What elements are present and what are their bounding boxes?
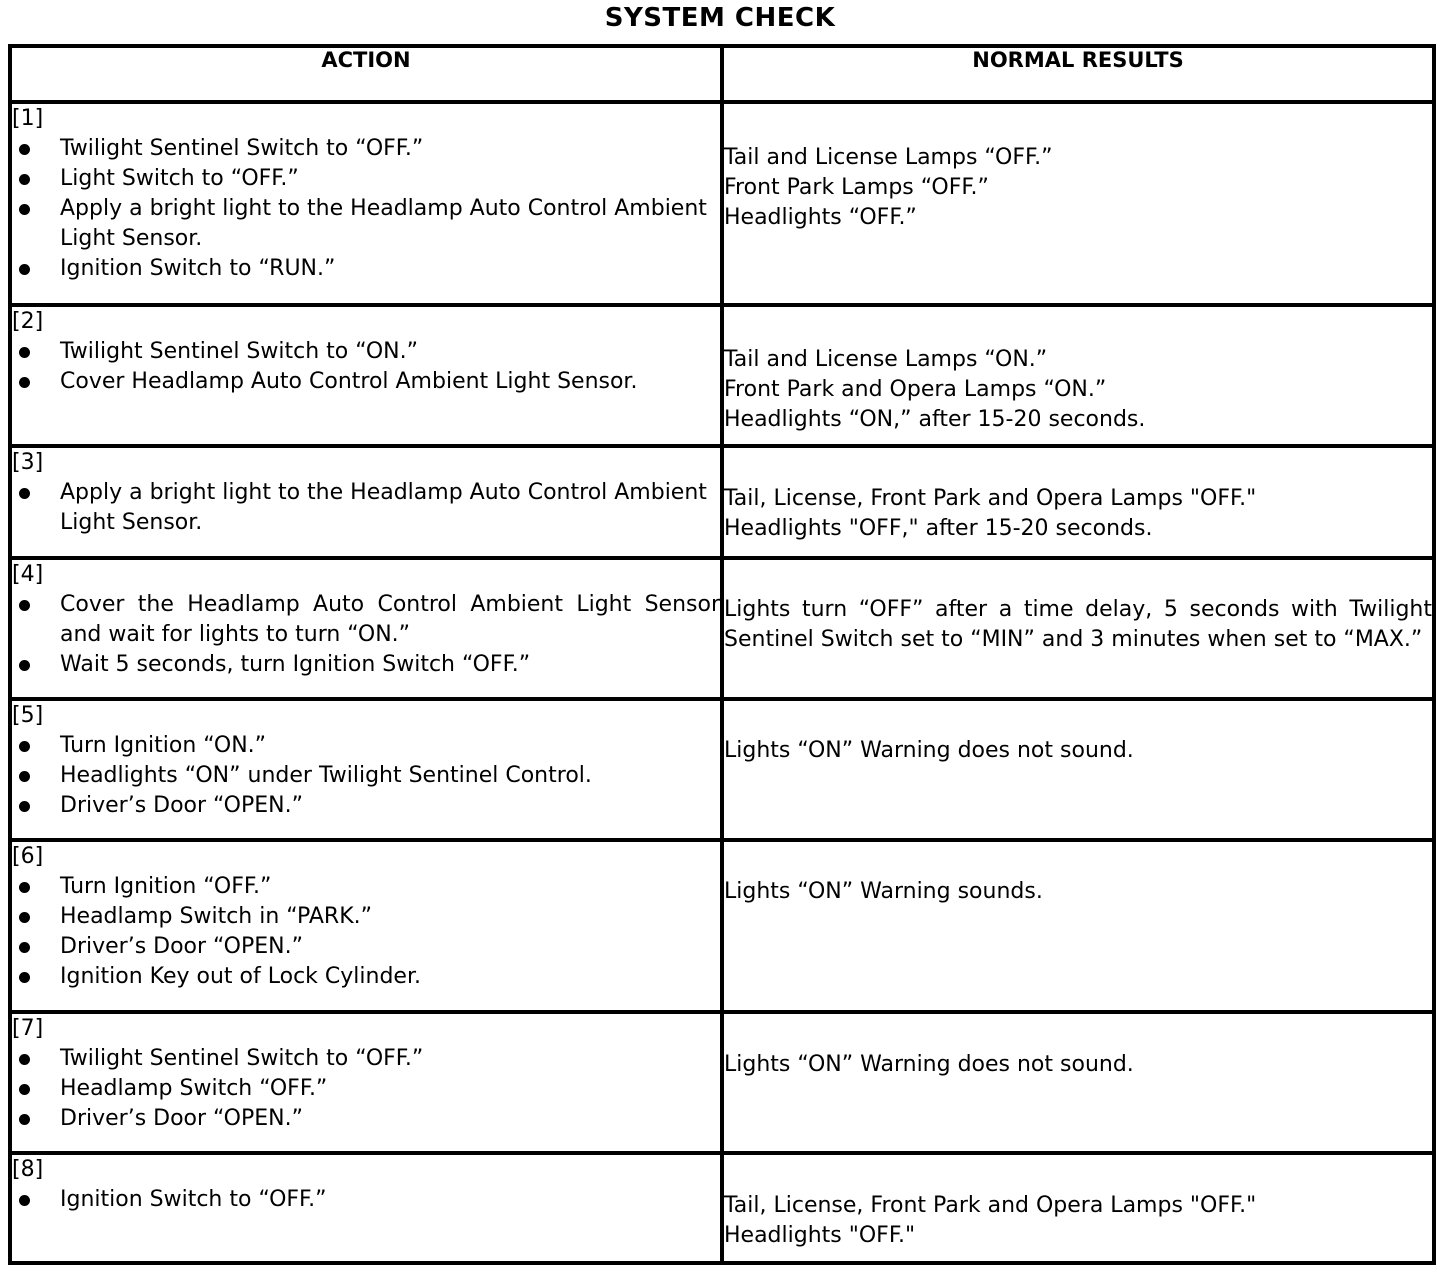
action-item: Light Switch to “OFF.” [12,164,720,194]
table-row [10,840,1434,1012]
action-cell [10,305,722,446]
result-line: Front Park and Opera Lamps “ON.” [724,377,1107,402]
result-line: Tail and License Lamps “OFF.” [724,145,1053,170]
result-line: Headlights “OFF.” [724,205,917,230]
result-cell [722,1012,1434,1153]
action-list [12,478,720,538]
result-cell [722,446,1434,558]
action-list [12,337,720,397]
action-list [12,1044,720,1134]
result-cell [722,305,1434,446]
action-cell [10,699,722,840]
table-row [10,1153,1434,1263]
results-column-header: NORMAL RESULTS [722,46,1434,102]
result-line: Headlights "OFF." [724,1223,916,1248]
action-item: Ignition Switch to “RUN.” [12,254,720,284]
action-cell [10,1012,722,1153]
action-cell [10,558,722,699]
result-line: Tail, License, Front Park and Opera Lamps "OFF." [724,1193,1257,1218]
action-list [12,1185,720,1215]
action-item: Turn Ignition “ON.” [12,731,720,761]
action-item: Ignition Key out of Lock Cylinder. [12,962,720,992]
action-item: Headlamp Switch “OFF.” [12,1074,720,1104]
action-list [12,134,720,284]
action-cell [10,840,722,1012]
result-line: Tail, License, Front Park and Opera Lamps "OFF." [724,486,1257,511]
action-item: Apply a bright light to the Headlamp Auto Control Ambient Light Sensor. [12,194,720,254]
result-line: Lights “ON” Warning does not sound. [724,738,1134,763]
table-row [10,102,1434,305]
action-item: Cover the Headlamp Auto Control Ambient Light Sensor and wait for lights to turn “ON.” [12,590,720,650]
action-item: Wait 5 seconds, turn Ignition Switch “OFF.” [12,650,720,680]
action-cell [10,102,722,305]
action-item: Twilight Sentinel Switch to “ON.” [12,337,720,367]
action-list [12,731,720,821]
step-number: [6] [12,844,44,869]
system-check-table [8,44,1436,1265]
step-number: [8] [12,1157,44,1182]
action-cell [10,446,722,558]
action-item: Ignition Switch to “OFF.” [12,1185,720,1215]
page-title: SYSTEM CHECK [604,3,836,33]
result-cell [722,699,1434,840]
action-item: Headlamp Switch in “PARK.” [12,902,720,932]
table-row [10,558,1434,699]
action-item: Apply a bright light to the Headlamp Auto Control Ambient Light Sensor. [12,478,720,538]
result-line: Lights “ON” Warning does not sound. [724,1052,1134,1077]
header-row [10,46,1434,102]
step-number: [3] [12,450,44,475]
action-item: Cover Headlamp Auto Control Ambient Light Sensor. [12,367,720,397]
step-number: [1] [12,106,44,131]
result-line: Lights turn “OFF” after a time delay, 5 seconds with Twilight Sentinel Switch set to “MIN” and 3 minutes when set to “MAX.” [724,597,1432,652]
step-number: [7] [12,1016,44,1041]
action-column-header: ACTION [10,46,722,102]
action-item: Driver’s Door “OPEN.” [12,1104,720,1134]
result-line: Headlights “ON,” after 15-20 seconds. [724,407,1146,432]
action-item: Driver’s Door “OPEN.” [12,791,720,821]
result-cell [722,558,1434,699]
result-cell [722,1153,1434,1263]
action-item: Driver’s Door “OPEN.” [12,932,720,962]
action-item: Turn Ignition “OFF.” [12,872,720,902]
step-number: [2] [12,309,44,334]
table-row [10,305,1434,446]
action-item: Twilight Sentinel Switch to “OFF.” [12,134,720,164]
table-row [10,699,1434,840]
result-line: Tail and License Lamps “ON.” [724,347,1048,372]
result-line: Lights “ON” Warning sounds. [724,879,1043,904]
result-line: Front Park Lamps “OFF.” [724,175,989,200]
action-item: Headlights “ON” under Twilight Sentinel Control. [12,761,720,791]
result-line: Headlights "OFF," after 15-20 seconds. [724,516,1153,541]
result-cell [722,102,1434,305]
step-number: [5] [12,703,44,728]
table-row [10,1012,1434,1153]
action-cell [10,1153,722,1263]
table-row [10,446,1434,558]
step-number: [4] [12,562,44,587]
action-list [12,590,720,680]
action-list [12,872,720,992]
action-item: Twilight Sentinel Switch to “OFF.” [12,1044,720,1074]
result-cell [722,840,1434,1012]
